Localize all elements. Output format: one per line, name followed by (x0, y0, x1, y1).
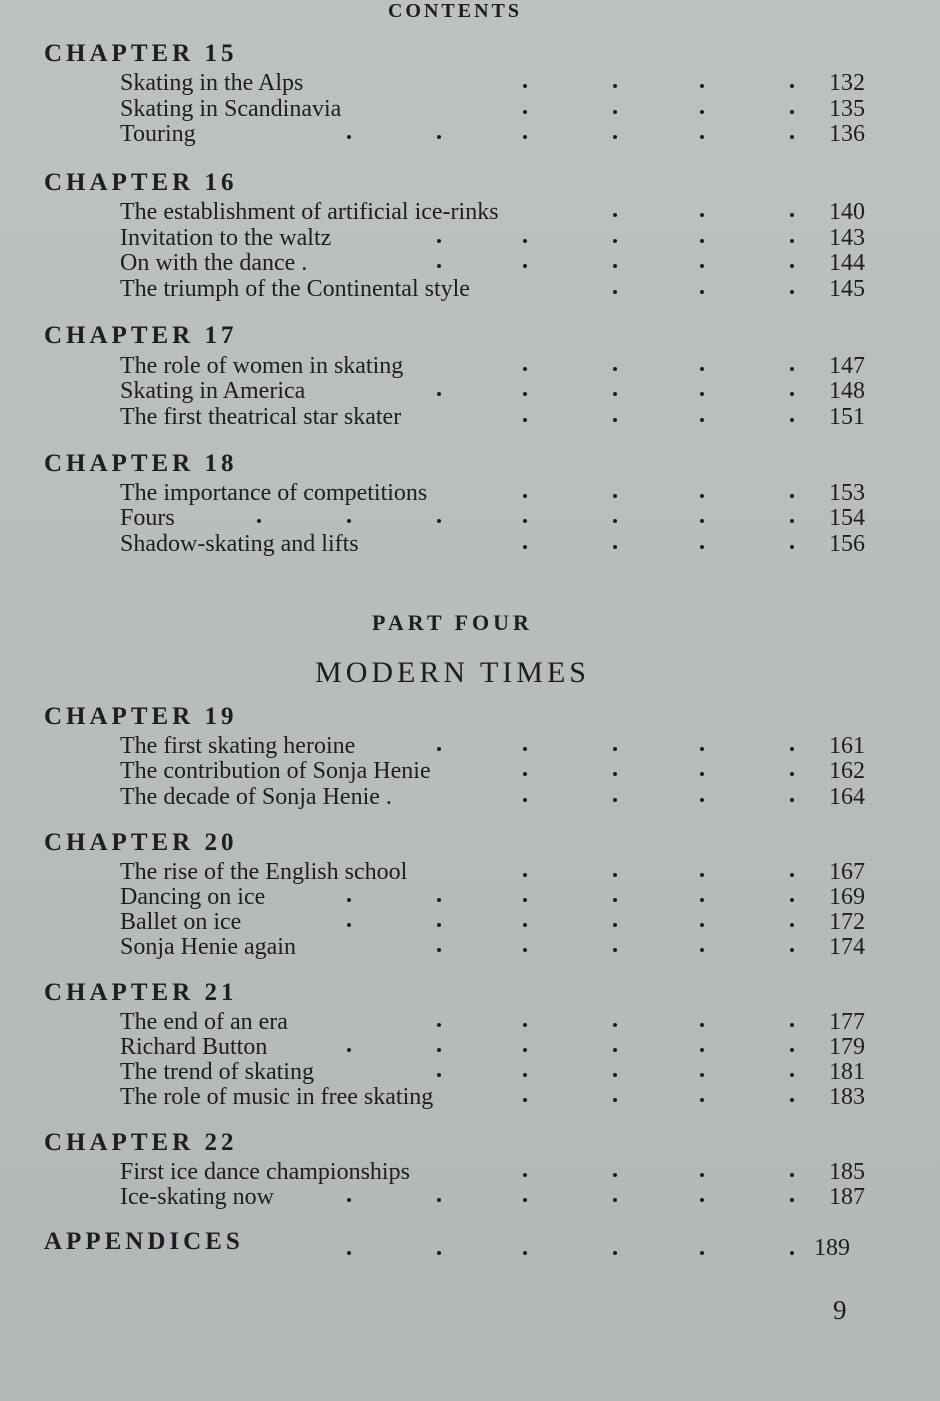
leader-dot (523, 1173, 527, 1177)
leader-dot (700, 264, 704, 268)
entry-title: On with the dance . (120, 250, 308, 276)
entry-title: Fours (120, 505, 175, 531)
leader-dot (613, 392, 617, 396)
leader-dot (790, 239, 794, 243)
entry-page: 169 (829, 884, 865, 910)
entry-page: 172 (829, 909, 865, 935)
leader-dot (700, 1098, 704, 1102)
leader-dot (790, 135, 794, 139)
toc-entry[interactable] (120, 505, 865, 531)
entry-title: The triumph of the Continental style (120, 276, 470, 302)
leader-dot (790, 367, 794, 371)
leader-dot (613, 545, 617, 549)
leader-dot (347, 898, 351, 902)
entry-page: 144 (829, 250, 865, 276)
leader-dot (523, 772, 527, 776)
leader-dot (700, 1048, 704, 1052)
entry-title: Shadow-skating and lifts (120, 531, 359, 557)
leader-dot (700, 135, 704, 139)
leader-dot (613, 948, 617, 952)
toc-entry[interactable] (120, 884, 865, 910)
entry-page: 161 (829, 733, 865, 759)
leader-dot (790, 494, 794, 498)
leader-dot (790, 1048, 794, 1052)
leader-dot (700, 110, 704, 114)
entry-title: The trend of skating (120, 1059, 314, 1085)
leader-dot (437, 239, 441, 243)
leader-dot (257, 519, 261, 523)
entry-title: The role of women in skating (120, 353, 404, 379)
entry-page: 174 (829, 934, 865, 960)
leader-dot (790, 264, 794, 268)
leader-dot (790, 898, 794, 902)
leader-dot (700, 948, 704, 952)
leader-dot (523, 1073, 527, 1077)
leader-dot (613, 264, 617, 268)
leader-dot (347, 923, 351, 927)
leader-dot (523, 1198, 527, 1202)
chapter-heading: CHAPTER 15 (44, 40, 238, 67)
leader-dot (700, 772, 704, 776)
entry-page: 148 (829, 378, 865, 404)
entry-title: First ice dance championships (120, 1159, 410, 1185)
leader-dot (523, 418, 527, 422)
leader-dot (523, 264, 527, 268)
entry-title: Touring (120, 121, 196, 147)
entry-title: Skating in Scandinavia (120, 96, 342, 122)
leader-dot (613, 239, 617, 243)
entry-page: 132 (829, 70, 865, 96)
toc-entry[interactable] (120, 250, 865, 276)
leader-dot (523, 1023, 527, 1027)
leader-dot (437, 1048, 441, 1052)
leader-dot (613, 1048, 617, 1052)
leader-dot (790, 519, 794, 523)
toc-entry[interactable] (120, 378, 865, 404)
leader-dot (613, 110, 617, 114)
leader-dot (790, 772, 794, 776)
entry-title: The first theatrical star skater (120, 404, 402, 430)
entry-page: 185 (829, 1159, 865, 1185)
chapter-heading: CHAPTER 17 (44, 322, 238, 349)
toc-entry[interactable] (120, 404, 865, 430)
leader-dot (613, 494, 617, 498)
toc-entry[interactable] (120, 480, 865, 506)
leader-dot (523, 110, 527, 114)
leader-dot (613, 873, 617, 877)
leader-dot (700, 1251, 704, 1255)
entry-title: The rise of the English school (120, 859, 408, 885)
leader-dot (790, 1173, 794, 1177)
leader-dot (700, 239, 704, 243)
leader-dot (613, 367, 617, 371)
entry-page: 143 (829, 225, 865, 251)
appendices-heading[interactable]: APPENDICES (44, 1228, 244, 1255)
chapter-heading: CHAPTER 21 (44, 979, 238, 1006)
toc-entry[interactable] (120, 1059, 865, 1085)
entry-title: Sonja Henie again (120, 934, 296, 960)
leader-dot (437, 747, 441, 751)
toc-entry[interactable] (120, 96, 865, 122)
entry-page: 147 (829, 353, 865, 379)
leader-dot (613, 1251, 617, 1255)
entry-page: 135 (829, 96, 865, 122)
entry-title: Richard Button (120, 1034, 268, 1060)
entry-page: 167 (829, 859, 865, 885)
toc-entry[interactable] (120, 121, 865, 147)
leader-dot (523, 948, 527, 952)
leader-dot (347, 1251, 351, 1255)
leader-dot (790, 84, 794, 88)
leader-dot (790, 110, 794, 114)
leader-dot (613, 772, 617, 776)
leader-dot (523, 747, 527, 751)
entry-page: 156 (829, 531, 865, 557)
entry-title: The decade of Sonja Henie . (120, 784, 392, 810)
leader-dot (790, 1023, 794, 1027)
leader-dot (613, 1198, 617, 1202)
entry-title: Dancing on ice (120, 884, 266, 910)
leader-dot (437, 135, 441, 139)
appendices-leader (120, 1237, 810, 1263)
chapter-heading: CHAPTER 22 (44, 1129, 238, 1156)
toc-entry[interactable] (120, 199, 865, 225)
toc-entry[interactable] (120, 531, 865, 557)
entry-title: Ballet on ice (120, 909, 242, 935)
toc-entry[interactable] (120, 1034, 865, 1060)
leader-dot (790, 948, 794, 952)
leader-dot (523, 392, 527, 396)
chapter-heading: CHAPTER 18 (44, 450, 238, 477)
entry-page: 136 (829, 121, 865, 147)
part-label: PART FOUR (372, 610, 533, 635)
entry-page: 154 (829, 505, 865, 531)
page-number: 9 (833, 1295, 847, 1325)
leader-dot (790, 1073, 794, 1077)
toc-entry[interactable] (120, 1084, 865, 1110)
leader-dot (523, 798, 527, 802)
running-head: CONTENTS (387, 0, 523, 22)
leader-dot (523, 239, 527, 243)
leader-dot (523, 519, 527, 523)
leader-dot (437, 519, 441, 523)
leader-dot (790, 1251, 794, 1255)
leader-dot (437, 898, 441, 902)
leader-dot (700, 367, 704, 371)
entry-page: 153 (829, 480, 865, 506)
leader-dot (700, 290, 704, 294)
leader-dot (347, 135, 351, 139)
leader-dot (790, 545, 794, 549)
leader-dot (523, 923, 527, 927)
leader-dot (700, 418, 704, 422)
entry-title: The establishment of artificial ice-rinks (120, 199, 499, 225)
entry-page: 162 (829, 758, 865, 784)
toc-entry[interactable] (120, 1009, 865, 1035)
toc-entry[interactable] (120, 353, 865, 379)
leader-dot (700, 898, 704, 902)
entry-title: The first skating heroine (120, 733, 356, 759)
leader-dot (613, 418, 617, 422)
leader-dot (437, 1251, 441, 1255)
leader-dot (790, 798, 794, 802)
leader-dot (437, 392, 441, 396)
leader-dot (523, 898, 527, 902)
entry-page: 151 (829, 404, 865, 430)
entry-title: The end of an era (120, 1009, 288, 1035)
entry-title: Skating in the Alps (120, 70, 304, 96)
leader-dot (790, 1098, 794, 1102)
leader-dot (700, 873, 704, 877)
leader-dot (523, 367, 527, 371)
leader-dot (700, 798, 704, 802)
leader-dot (700, 519, 704, 523)
leader-dot (613, 290, 617, 294)
leader-dot (613, 213, 617, 217)
leader-dot (437, 923, 441, 927)
leader-dot (790, 290, 794, 294)
leader-dot (790, 873, 794, 877)
leader-dot (613, 1023, 617, 1027)
toc-entry[interactable] (120, 733, 865, 759)
leader-dot (700, 747, 704, 751)
leader-dot (613, 747, 617, 751)
entry-title: Ice-skating now (120, 1184, 274, 1210)
entry-page: 187 (829, 1184, 865, 1210)
leader-dot (523, 135, 527, 139)
leader-dot (613, 898, 617, 902)
chapter-heading: CHAPTER 19 (44, 703, 238, 730)
entry-page: 181 (829, 1059, 865, 1085)
leader-dot (437, 1198, 441, 1202)
leader-dot (700, 545, 704, 549)
leader-dot (613, 84, 617, 88)
leader-dot (613, 1073, 617, 1077)
entry-page: 183 (829, 1084, 865, 1110)
leader-dot (613, 1173, 617, 1177)
toc-entry[interactable] (120, 276, 865, 302)
leader-dot (790, 213, 794, 217)
appendices-page: 189 (814, 1235, 850, 1261)
leader-dot (613, 798, 617, 802)
leader-dot (523, 1048, 527, 1052)
toc-entry[interactable] (120, 934, 865, 960)
leader-dot (347, 1198, 351, 1202)
entry-title: The contribution of Sonja Henie (120, 758, 431, 784)
leader-dot (437, 948, 441, 952)
leader-dot (700, 392, 704, 396)
toc-entry[interactable] (120, 758, 865, 784)
toc-entry[interactable] (120, 909, 865, 935)
leader-dot (790, 392, 794, 396)
leader-dot (613, 519, 617, 523)
leader-dot (523, 545, 527, 549)
leader-dot (790, 747, 794, 751)
toc-entry[interactable] (120, 1184, 865, 1210)
entry-title: Invitation to the waltz (120, 225, 332, 251)
leader-dot (700, 213, 704, 217)
leader-dot (523, 84, 527, 88)
chapter-heading: CHAPTER 16 (44, 169, 238, 196)
entry-title: The importance of competitions (120, 480, 428, 506)
entry-page: 164 (829, 784, 865, 810)
toc-entry[interactable] (120, 70, 865, 96)
leader-dot (700, 1173, 704, 1177)
toc-entry[interactable] (120, 1159, 865, 1185)
leader-dot (523, 1251, 527, 1255)
entry-title: The role of music in free skating (120, 1084, 434, 1110)
leader-dot (700, 923, 704, 927)
leader-dot (700, 84, 704, 88)
leader-dot (437, 1023, 441, 1027)
entry-page: 177 (829, 1009, 865, 1035)
part-title: MODERN TIMES (315, 656, 590, 689)
toc-entry[interactable] (120, 225, 865, 251)
entry-page: 145 (829, 276, 865, 302)
leader-dot (523, 873, 527, 877)
leader-dot (700, 1198, 704, 1202)
leader-dot (437, 1073, 441, 1077)
entry-page: 179 (829, 1034, 865, 1060)
leader-dot (347, 519, 351, 523)
leader-dot (700, 494, 704, 498)
toc-entry[interactable] (120, 784, 865, 810)
leader-dot (347, 1048, 351, 1052)
toc-entry[interactable] (120, 859, 865, 885)
leader-dot (700, 1023, 704, 1027)
leader-dot (437, 264, 441, 268)
leader-dot (613, 1098, 617, 1102)
leader-dot (790, 923, 794, 927)
leader-dot (523, 1098, 527, 1102)
leader-dot (613, 135, 617, 139)
entry-title: Skating in America (120, 378, 306, 404)
leader-dot (790, 1198, 794, 1202)
leader-dot (790, 418, 794, 422)
chapter-heading: CHAPTER 20 (44, 829, 238, 856)
entry-page: 140 (829, 199, 865, 225)
leader-dot (700, 1073, 704, 1077)
leader-dot (523, 494, 527, 498)
leader-dot (613, 923, 617, 927)
